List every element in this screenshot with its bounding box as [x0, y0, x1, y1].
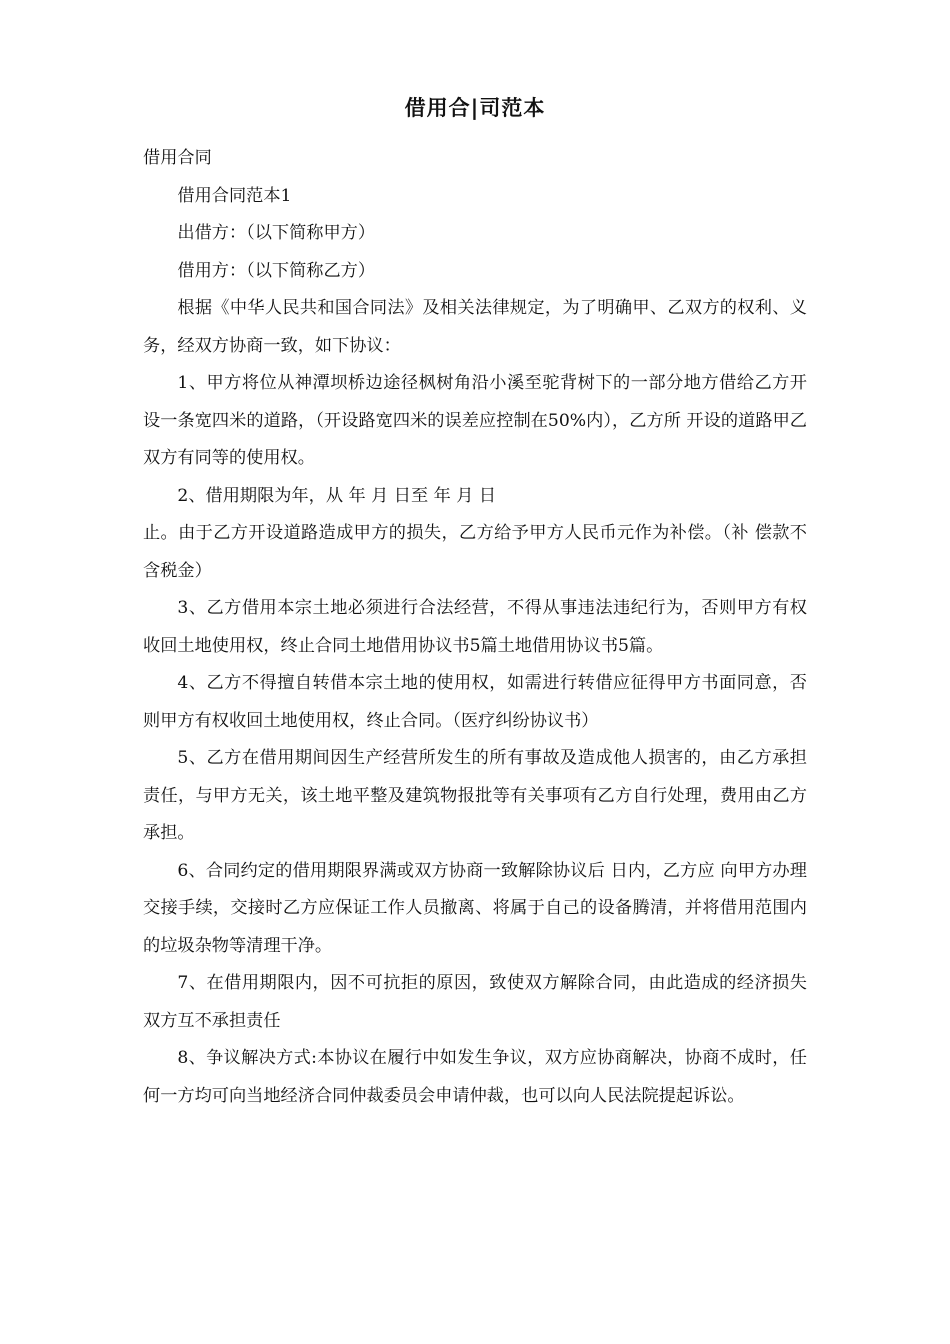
template-subtitle: 借用合同范本1 [177, 185, 292, 206]
clause-1: 1、甲方将位从神潭坝桥边途径枫树角沿小溪至驼背树下的一部分地方借给乙方开设一条宽四米的道路，（开设路宽四米的误差应控制在50%内），乙方所 开设的道路甲乙双方有同等的使用权。 [143, 373, 807, 468]
document-body [143, 140, 807, 1115]
document-title: 借用合|司范本 [404, 96, 546, 120]
clause-4: 4、乙方不得擅自转借本宗土地的使用权，如需进行转借应征得甲方书面同意，否则甲方有权收回土地使用权，终止合同。（医疗纠纷协议书） [143, 673, 807, 731]
contract-heading: 借用合同 [143, 148, 212, 168]
clause-6: 6、合同约定的借用期限界满或双方协商一致解除协议后 日内，乙方应 向甲方办理交接手续，交接时乙方应保证工作人员撤离、将属于自己的设备腾清，并将借用范围内的垃圾杂物等清理干净。 [143, 860, 807, 956]
borrower-line: 借用方：（以下简称乙方） [177, 260, 376, 281]
preamble-paragraph: 根据《中华人民共和国合同法》及相关法律规定，为了明确甲、乙双方的权利、义务，经双方协商一致，如下协议： [143, 298, 807, 356]
clause-2-continuation: 止。由于乙方开设道路造成甲方的损失，乙方给予甲方人民币元作为补偿。（补 偿款不含税金） [143, 523, 807, 581]
clause-2: 2、借用期限为年，从 年 月 日至 年 月 日 [177, 485, 497, 506]
clause-3: 3、乙方借用本宗土地必须进行合法经营，不得从事违法违纪行为，否则甲方有权收回土地使用权，终止合同土地借用协议书5篇土地借用协议书5篇。 [143, 598, 807, 656]
clause-5: 5、乙方在借用期间因生产经营所发生的所有事故及造成他人损害的，由乙方承担责任，与甲方无关，该土地平整及建筑物报批等有关事项有乙方自行处理，费用由乙方承担。 [143, 748, 807, 843]
lender-line: 出借方：（以下简称甲方） [177, 223, 376, 243]
clause-8: 8、争议解决方式:本协议在履行中如发生争议，双方应协商解决，协商不成时，任何一方均可向当地经济合同仲裁委员会申请仲裁，也可以向人民法院提起诉讼。 [143, 1048, 807, 1106]
clause-7: 7、在借用期限内，因不可抗拒的原因，致使双方解除合同，由此造成的经济损失双方互不承担责任 [143, 973, 807, 1031]
